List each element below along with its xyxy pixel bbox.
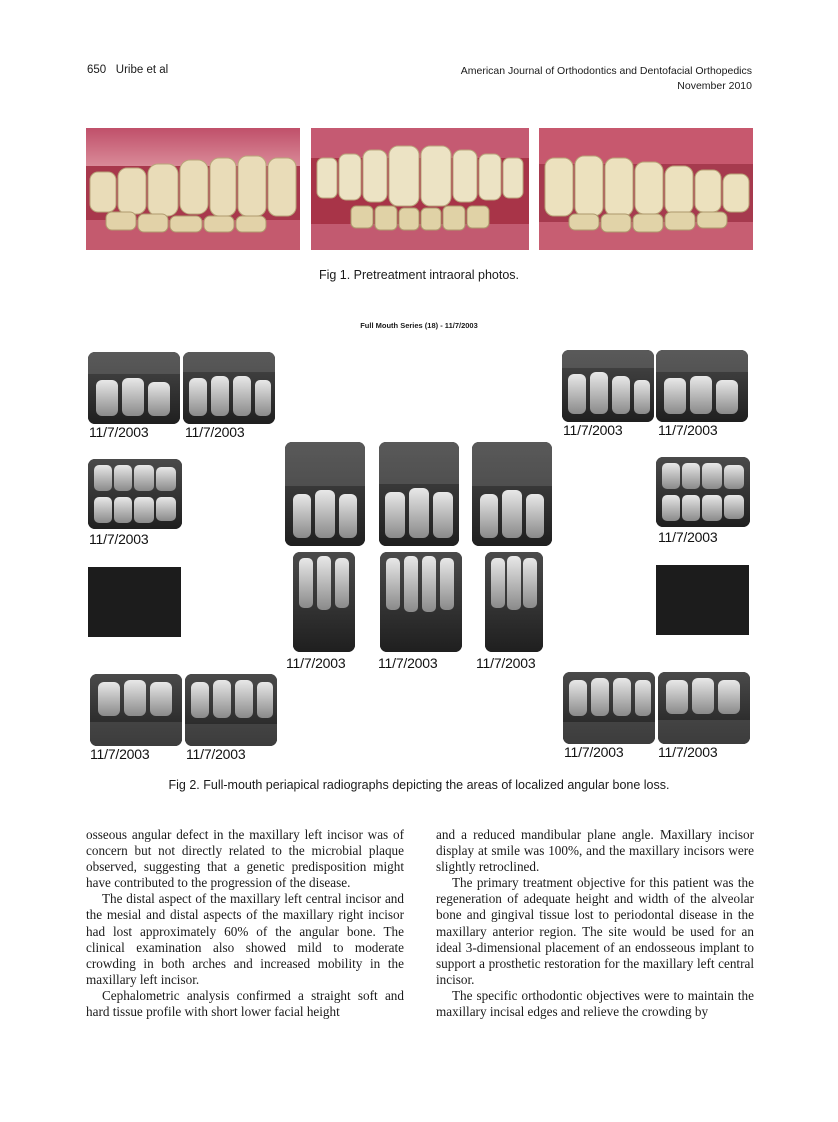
radiograph-date: 11/7/2003 xyxy=(658,744,718,760)
body-column-right xyxy=(436,827,754,1020)
intraoral-photo-left xyxy=(539,128,753,250)
intraoral-photo-right xyxy=(86,128,300,250)
figure-2-caption: Fig 2. Full-mouth periapical radiographs depicting the areas of localized angular bone loss. xyxy=(168,778,670,792)
radiograph-upper-right-premolar xyxy=(183,352,275,424)
radiograph-date: 11/7/2003 xyxy=(89,531,149,547)
radiograph-right-bitewing xyxy=(88,459,182,529)
journal-name: American Journal of Orthodontics and Dentofacial Orthopedics xyxy=(460,65,752,77)
paragraph: osseous angular defect in the maxillary left incisor was of concern but not directly related to the microbial plaque observed, suggesting that a genetic predisposition might have contributed to the progression of the disease. xyxy=(86,827,404,891)
paragraph: Cephalometric analysis confirmed a straight soft and hard tissue profile with short lower facial height xyxy=(86,987,404,1020)
radiograph-upper-right-anterior xyxy=(285,442,365,546)
paragraph: The distal aspect of the maxillary left central incisor and the mesial and distal aspects of the maxillary right incisor had lost approximately 60% of the angular bone. The clinical examination also showed mild to moderate crowding in both arches and increased mobility in the maxillary left incisor. xyxy=(86,891,404,987)
radiograph-date: 11/7/2003 xyxy=(90,746,150,762)
radiograph-date: 11/7/2003 xyxy=(186,746,246,762)
intraoral-photo-frontal xyxy=(311,128,529,250)
radiograph-upper-left-premolar xyxy=(562,350,654,422)
radiograph-date: 11/7/2003 xyxy=(89,424,149,440)
radiograph-date: 11/7/2003 xyxy=(658,422,718,438)
radiograph-lower-right-anterior xyxy=(293,552,355,652)
paragraph: and a reduced mandibular plane angle. Maxillary incisor display at smile was 100%, and the maxillary incisors were slightly retroclined. xyxy=(436,827,754,875)
radiograph-upper-right-molar xyxy=(88,352,180,424)
radiograph-lower-right-premolar xyxy=(185,674,277,746)
radiograph-lower-central-anterior xyxy=(380,552,462,652)
radiograph-upper-left-molar xyxy=(656,350,748,422)
running-header-right xyxy=(461,64,752,94)
radiograph-lower-right-molar xyxy=(90,674,182,746)
radiograph-date: 11/7/2003 xyxy=(658,529,718,545)
radiograph-date: 11/7/2003 xyxy=(286,655,346,671)
page-number: 650 xyxy=(87,64,107,76)
radiograph-lower-left-anterior xyxy=(485,552,543,652)
radiograph-date: 11/7/2003 xyxy=(564,744,624,760)
radiograph-date: 11/7/2003 xyxy=(185,424,245,440)
radiograph-upper-left-anterior xyxy=(472,442,552,546)
radiograph-date: 11/7/2003 xyxy=(378,655,438,671)
radiograph-lower-left-premolar xyxy=(563,672,655,744)
author-line: Uribe et al xyxy=(115,64,169,76)
paragraph: The primary treatment objective for this patient was the regeneration of adequate height and width of the alveolar bone and gingival tissue lost to periodontal disease in the maxillary anterior region. The site would be used for an ideal 3-dimensional placement of an endosseous implant to support a prosthetic restoration for the maxillary left central incisor. xyxy=(436,875,754,987)
paragraph: The specific orthodontic objectives were to maintain the maxillary incisal edges and relieve the crowding by xyxy=(436,987,754,1020)
blank-radiograph-slot xyxy=(88,567,181,637)
radiograph-upper-central-anterior xyxy=(379,442,459,546)
radiograph-left-bitewing xyxy=(656,457,750,527)
figure-1-caption: Fig 1. Pretreatment intraoral photos. xyxy=(318,268,520,282)
radiograph-date: 11/7/2003 xyxy=(476,655,536,671)
blank-radiograph-slot xyxy=(656,565,749,635)
radiograph-lower-left-molar xyxy=(658,672,750,744)
running-header-left xyxy=(87,64,168,76)
figure-2-title: Full Mouth Series (18) - 11/7/2003 xyxy=(360,321,478,330)
radiograph-date: 11/7/2003 xyxy=(563,422,623,438)
body-column-left xyxy=(86,827,404,1020)
issue-date: November 2010 xyxy=(677,80,752,92)
